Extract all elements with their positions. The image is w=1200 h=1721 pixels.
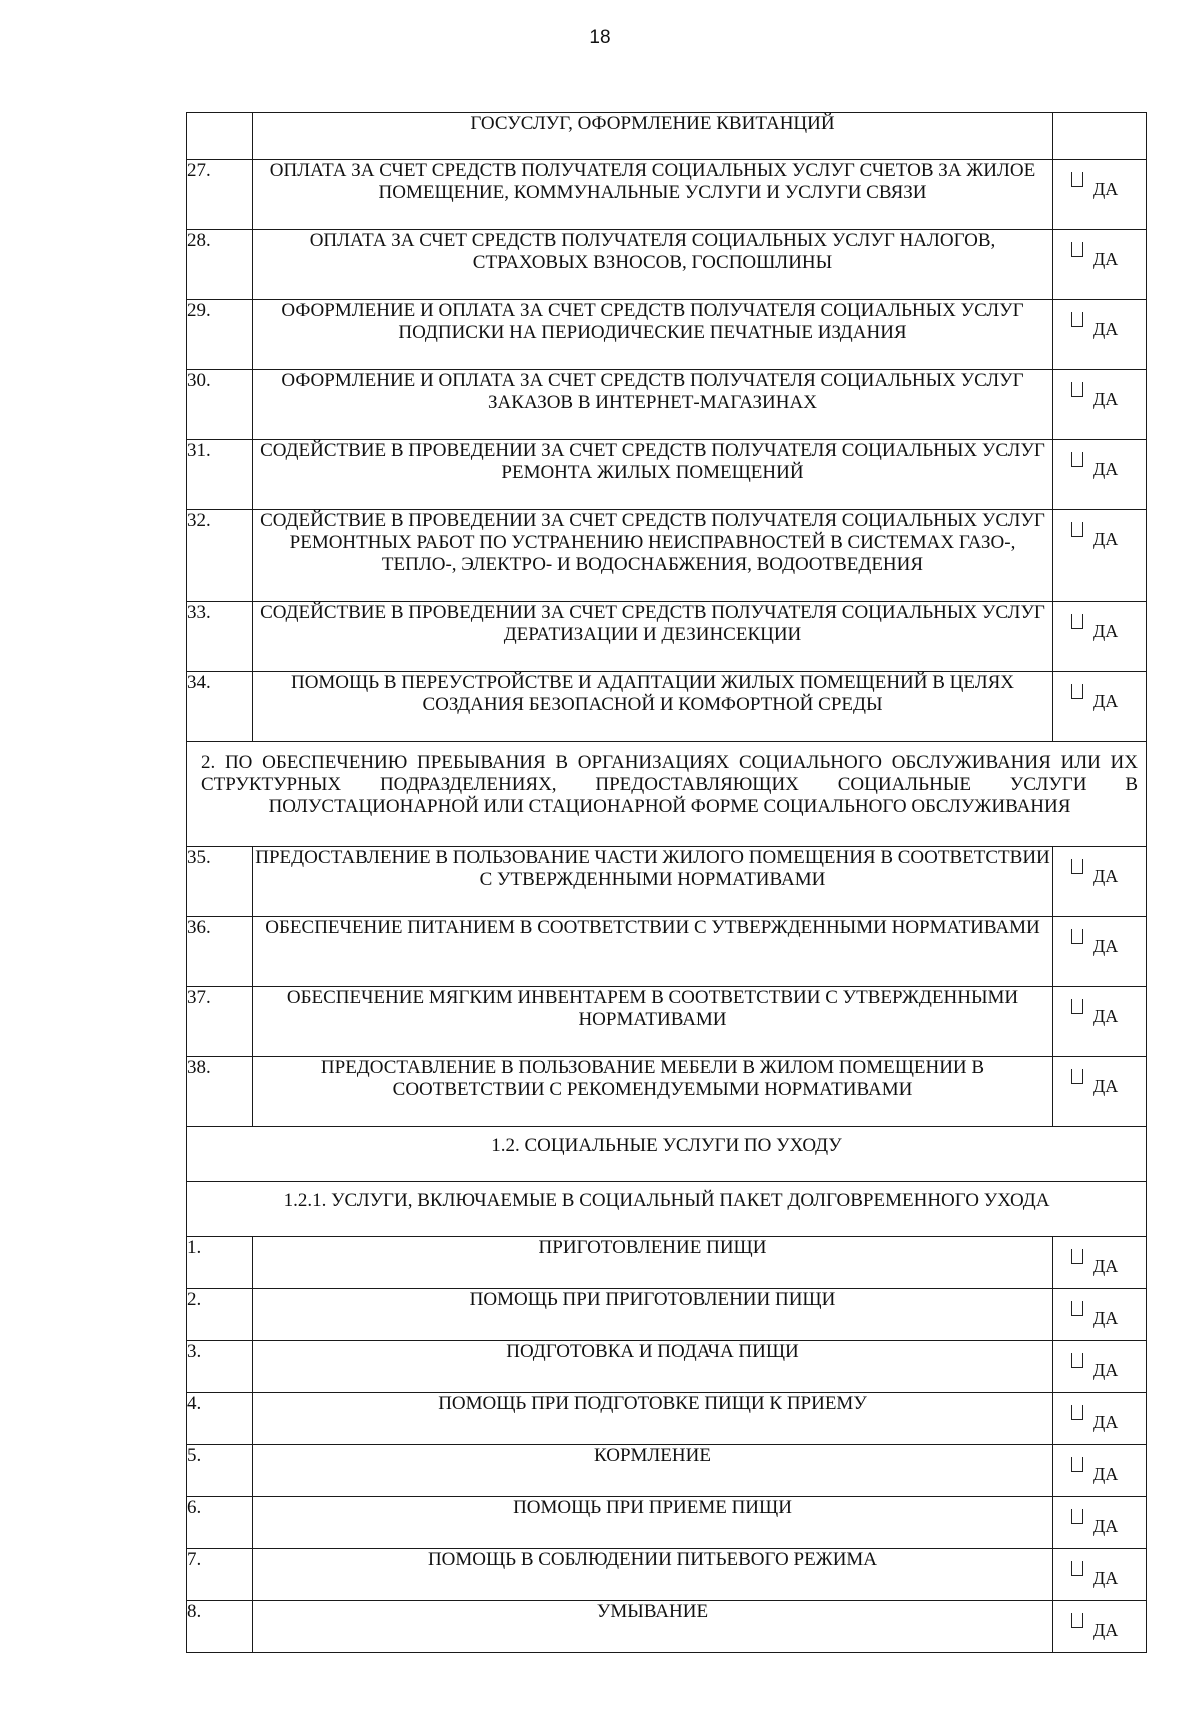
yes-option[interactable]: [1053, 510, 1147, 602]
table-row: [187, 672, 1147, 742]
table-row: [187, 160, 1147, 230]
yes-label: ДА: [1093, 529, 1119, 549]
table-row: [187, 113, 1147, 160]
section-2-heading-row: [187, 742, 1147, 847]
section-1-2-heading: 1.2. СОЦИАЛЬНЫЕ УСЛУГИ ПО УХОДУ: [187, 1127, 1147, 1182]
yes-label: ДА: [1093, 1076, 1119, 1096]
row-number: 30.: [187, 370, 253, 440]
service-name: ПОМОЩЬ ПРИ ПОДГОТОВКЕ ПИЩИ К ПРИЕМУ: [253, 1393, 1053, 1445]
yes-option[interactable]: [1053, 1497, 1147, 1549]
checkbox-icon[interactable]: [1071, 1457, 1083, 1472]
checkbox-icon[interactable]: [1071, 1069, 1083, 1084]
service-name: ОБЕСПЕЧЕНИЕ ПИТАНИЕМ В СООТВЕТСТВИИ С УТВЕРЖДЕННЫМИ НОРМАТИВАМИ: [253, 917, 1053, 987]
row-number: 28.: [187, 230, 253, 300]
yes-label: ДА: [1093, 1464, 1119, 1484]
table-row: [187, 1497, 1147, 1549]
table-row: [187, 987, 1147, 1057]
yes-option[interactable]: [1053, 1289, 1147, 1341]
row-number: 34.: [187, 672, 253, 742]
row-number-cell: [187, 113, 253, 160]
table-row: [187, 1237, 1147, 1289]
yes-option[interactable]: [1053, 440, 1147, 510]
service-name: ГОСУСЛУГ, ОФОРМЛЕНИЕ КВИТАНЦИЙ: [253, 113, 1053, 160]
row-number: 37.: [187, 987, 253, 1057]
section-1-2-1-heading: 1.2.1. УСЛУГИ, ВКЛЮЧАЕМЫЕ В СОЦИАЛЬНЫЙ ПАКЕТ ДОЛГОВРЕМЕННОГО УХОДА: [187, 1182, 1147, 1237]
service-name: ПОМОЩЬ ПРИ ПРИГОТОВЛЕНИИ ПИЩИ: [253, 1289, 1053, 1341]
row-number: 32.: [187, 510, 253, 602]
checkbox-icon[interactable]: [1071, 452, 1083, 467]
yes-label: ДА: [1093, 866, 1119, 886]
table-row: [187, 230, 1147, 300]
service-name: ПРЕДОСТАВЛЕНИЕ В ПОЛЬЗОВАНИЕ МЕБЕЛИ В ЖИЛОМ ПОМЕЩЕНИИ В СООТВЕТСТВИИ С РЕКОМЕНДУЕМЫМИ НОРМАТИВАМИ: [253, 1057, 1053, 1127]
checkbox-icon[interactable]: [1071, 522, 1083, 537]
checkbox-icon[interactable]: [1071, 242, 1083, 257]
service-group-b: [187, 847, 1147, 1127]
yes-option[interactable]: [1053, 1393, 1147, 1445]
service-name: КОРМЛЕНИЕ: [253, 1445, 1053, 1497]
checkbox-icon[interactable]: [1071, 1353, 1083, 1368]
service-name: ОБЕСПЕЧЕНИЕ МЯГКИМ ИНВЕНТАРЕМ В СООТВЕТСТВИИ С УТВЕРЖДЕННЫМИ НОРМАТИВАМИ: [253, 987, 1053, 1057]
checkbox-icon[interactable]: [1071, 1405, 1083, 1420]
table-row: [187, 602, 1147, 672]
row-number: 38.: [187, 1057, 253, 1127]
checkbox-icon[interactable]: [1071, 999, 1083, 1014]
yes-label: ДА: [1093, 319, 1119, 339]
row-number: 3.: [187, 1341, 253, 1393]
row-number: 2.: [187, 1289, 253, 1341]
service-name: УМЫВАНИЕ: [253, 1601, 1053, 1653]
table-row: [187, 1445, 1147, 1497]
row-number: 4.: [187, 1393, 253, 1445]
checkbox-icon[interactable]: [1071, 1509, 1083, 1524]
service-name: ПРИГОТОВЛЕНИЕ ПИЩИ: [253, 1237, 1053, 1289]
section-1-2-heading-row: [187, 1127, 1147, 1182]
table-row: [187, 440, 1147, 510]
table-row: [187, 1393, 1147, 1445]
row-number: 36.: [187, 917, 253, 987]
yes-label: ДА: [1093, 1412, 1119, 1432]
service-name: ПОДГОТОВКА И ПОДАЧА ПИЩИ: [253, 1341, 1053, 1393]
yes-label: ДА: [1093, 249, 1119, 269]
yes-option[interactable]: [1053, 1445, 1147, 1497]
checkbox-cell: [1053, 113, 1147, 160]
section-1-2-1-heading-row: [187, 1182, 1147, 1237]
table-row: [187, 1057, 1147, 1127]
checkbox-icon[interactable]: [1071, 684, 1083, 699]
service-group-c: [187, 1237, 1147, 1653]
table-row: [187, 847, 1147, 917]
table-row: [187, 1341, 1147, 1393]
yes-label: ДА: [1093, 389, 1119, 409]
checkbox-icon[interactable]: [1071, 859, 1083, 874]
checkbox-icon[interactable]: [1071, 1561, 1083, 1576]
yes-option[interactable]: [1053, 1549, 1147, 1601]
yes-label: ДА: [1093, 459, 1119, 479]
yes-option[interactable]: [1053, 370, 1147, 440]
checkbox-icon[interactable]: [1071, 929, 1083, 944]
table-row: [187, 917, 1147, 987]
checkbox-icon[interactable]: [1071, 172, 1083, 187]
yes-label: ДА: [1093, 1256, 1119, 1276]
yes-label: ДА: [1093, 936, 1119, 956]
table-row: [187, 1549, 1147, 1601]
service-group-a: [187, 160, 1147, 742]
table-row: [187, 300, 1147, 370]
row-number: 31.: [187, 440, 253, 510]
checkbox-icon[interactable]: [1071, 312, 1083, 327]
yes-label: ДА: [1093, 179, 1119, 199]
page-number: 18: [589, 27, 611, 48]
table-row: [187, 1601, 1147, 1653]
yes-label: ДА: [1093, 691, 1119, 711]
yes-label: ДА: [1093, 1568, 1119, 1588]
table-row: [187, 1289, 1147, 1341]
service-name: ОФОРМЛЕНИЕ И ОПЛАТА ЗА СЧЕТ СРЕДСТВ ПОЛУЧАТЕЛЯ СОЦИАЛЬНЫХ УСЛУГ ПОДПИСКИ НА ПЕРИОДИЧЕСКИЕ ПЕЧАТНЫЕ ИЗДАНИЯ: [253, 300, 1053, 370]
yes-option[interactable]: [1053, 917, 1147, 987]
row-number: 7.: [187, 1549, 253, 1601]
service-name: ПОМОЩЬ В ПЕРЕУСТРОЙСТВЕ И АДАПТАЦИИ ЖИЛЫХ ПОМЕЩЕНИЙ В ЦЕЛЯХ СОЗДАНИЯ БЕЗОПАСНОЙ И КОМФОРТНОЙ СРЕДЫ: [253, 672, 1053, 742]
yes-option[interactable]: [1053, 1341, 1147, 1393]
yes-label: ДА: [1093, 1620, 1119, 1640]
service-name: СОДЕЙСТВИЕ В ПРОВЕДЕНИИ ЗА СЧЕТ СРЕДСТВ ПОЛУЧАТЕЛЯ СОЦИАЛЬНЫХ УСЛУГ ДЕРАТИЗАЦИИ И ДЕЗИНСЕКЦИИ: [253, 602, 1053, 672]
checkbox-icon[interactable]: [1071, 1249, 1083, 1264]
yes-label: ДА: [1093, 1308, 1119, 1328]
yes-option[interactable]: [1053, 160, 1147, 230]
yes-label: ДА: [1093, 1006, 1119, 1026]
table-row: [187, 510, 1147, 602]
row-number: 1.: [187, 1237, 253, 1289]
row-number: 6.: [187, 1497, 253, 1549]
row-number: 5.: [187, 1445, 253, 1497]
yes-option[interactable]: [1053, 672, 1147, 742]
yes-option[interactable]: [1053, 847, 1147, 917]
row-number: 27.: [187, 160, 253, 230]
yes-option[interactable]: [1053, 987, 1147, 1057]
service-name: ПОМОЩЬ В СОБЛЮДЕНИИ ПИТЬЕВОГО РЕЖИМА: [253, 1549, 1053, 1601]
checkbox-icon[interactable]: [1071, 614, 1083, 629]
service-name: СОДЕЙСТВИЕ В ПРОВЕДЕНИИ ЗА СЧЕТ СРЕДСТВ ПОЛУЧАТЕЛЯ СОЦИАЛЬНЫХ УСЛУГ РЕМОНТНЫХ РАБОТ ПО УСТРАНЕНИЮ НЕИСПРАВНОСТЕЙ В СИСТЕМАХ ГАЗО-, ТЕПЛО-, ЭЛЕКТРО- И ВОДОСНАБЖЕНИЯ, ВОДООТВЕДЕНИЯ: [253, 510, 1053, 602]
services-table: [186, 112, 1147, 1653]
service-name: ПРЕДОСТАВЛЕНИЕ В ПОЛЬЗОВАНИЕ ЧАСТИ ЖИЛОГО ПОМЕЩЕНИЯ В СООТВЕТСТВИИ С УТВЕРЖДЕННЫМИ НОРМАТИВАМИ: [253, 847, 1053, 917]
service-name: ОПЛАТА ЗА СЧЕТ СРЕДСТВ ПОЛУЧАТЕЛЯ СОЦИАЛЬНЫХ УСЛУГ НАЛОГОВ, СТРАХОВЫХ ВЗНОСОВ, ГОСПОШЛИНЫ: [253, 230, 1053, 300]
table-row: [187, 370, 1147, 440]
yes-option[interactable]: [1053, 230, 1147, 300]
section-2-heading: 2. ПО ОБЕСПЕЧЕНИЮ ПРЕБЫВАНИЯ В ОРГАНИЗАЦИЯХ СОЦИАЛЬНОГО ОБСЛУЖИВАНИЯ ИЛИ ИХ СТРУКТУРНЫХ ПОДРАЗДЕЛЕНИЯХ, ПРЕДОСТАВЛЯЮЩИХ СОЦИАЛЬНЫЕ УСЛУГИ В ПОЛУСТАЦИОНАРНОЙ ИЛИ СТАЦИОНАРНОЙ ФОРМЕ СОЦИАЛЬНОГО ОБСЛУЖИВАНИЯ: [187, 742, 1147, 847]
checkbox-icon[interactable]: [1071, 382, 1083, 397]
row-number: 35.: [187, 847, 253, 917]
yes-label: ДА: [1093, 1360, 1119, 1380]
yes-option[interactable]: [1053, 602, 1147, 672]
checkbox-icon[interactable]: [1071, 1301, 1083, 1316]
yes-option[interactable]: [1053, 1601, 1147, 1653]
service-name: ОПЛАТА ЗА СЧЕТ СРЕДСТВ ПОЛУЧАТЕЛЯ СОЦИАЛЬНЫХ УСЛУГ СЧЕТОВ ЗА ЖИЛОЕ ПОМЕЩЕНИЕ, КОММУНАЛЬНЫЕ УСЛУГИ И УСЛУГИ СВЯЗИ: [253, 160, 1053, 230]
row-number: 29.: [187, 300, 253, 370]
service-name: ПОМОЩЬ ПРИ ПРИЕМЕ ПИЩИ: [253, 1497, 1053, 1549]
yes-option[interactable]: [1053, 1057, 1147, 1127]
yes-label: ДА: [1093, 1516, 1119, 1536]
yes-option[interactable]: [1053, 1237, 1147, 1289]
row-number: 33.: [187, 602, 253, 672]
checkbox-icon[interactable]: [1071, 1613, 1083, 1628]
row-number: 8.: [187, 1601, 253, 1653]
service-name: ОФОРМЛЕНИЕ И ОПЛАТА ЗА СЧЕТ СРЕДСТВ ПОЛУЧАТЕЛЯ СОЦИАЛЬНЫХ УСЛУГ ЗАКАЗОВ В ИНТЕРНЕТ-МАГАЗИНАХ: [253, 370, 1053, 440]
service-name: СОДЕЙСТВИЕ В ПРОВЕДЕНИИ ЗА СЧЕТ СРЕДСТВ ПОЛУЧАТЕЛЯ СОЦИАЛЬНЫХ УСЛУГ РЕМОНТА ЖИЛЫХ ПОМЕЩЕНИЙ: [253, 440, 1053, 510]
yes-option[interactable]: [1053, 300, 1147, 370]
yes-label: ДА: [1093, 621, 1119, 641]
